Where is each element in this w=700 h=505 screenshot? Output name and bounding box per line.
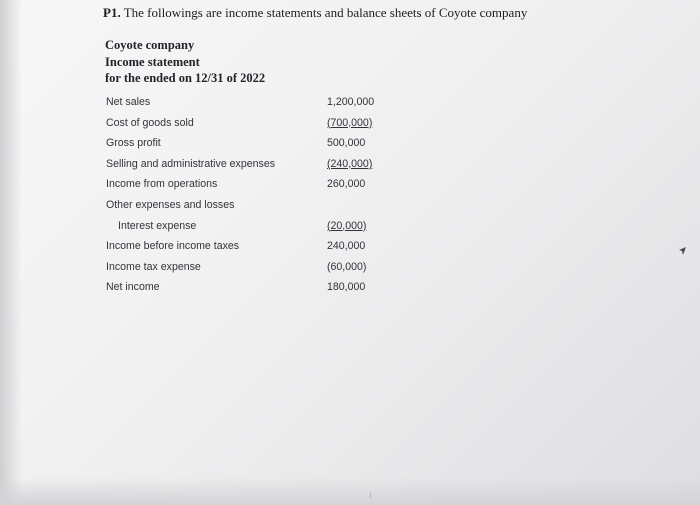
- row-selling-admin-expenses: [106, 156, 396, 177]
- row-other-expenses-losses: [106, 197, 396, 218]
- row-amount: 260,000: [327, 178, 366, 191]
- row-label: Other expenses and losses: [106, 198, 235, 211]
- row-income-before-taxes: [106, 238, 396, 259]
- row-cost-of-goods-sold: [106, 115, 396, 136]
- row-label: Income tax expense: [106, 260, 201, 273]
- row-income-from-operations: [106, 176, 396, 197]
- row-label: Net sales: [106, 96, 151, 108]
- row-amount: (700,000): [327, 116, 373, 129]
- row-income-tax-expense: [106, 259, 396, 280]
- problem-heading: [103, 5, 527, 21]
- row-net-sales: [106, 94, 396, 115]
- page-mark: [370, 492, 371, 498]
- problem-text: The followings are income statements and balance sheets of Coyote company: [123, 5, 528, 20]
- row-amount: 500,000: [327, 137, 366, 150]
- row-amount: 240,000: [327, 240, 366, 253]
- row-net-income: [106, 279, 396, 300]
- row-amount: 1,200,000: [327, 96, 375, 108]
- row-label: Gross profit: [106, 137, 161, 150]
- row-amount: 180,000: [327, 281, 366, 294]
- row-label: Interest expense: [118, 219, 197, 232]
- statement-period: for the ended on 12/31 of 2022: [105, 71, 266, 85]
- row-label: Income from operations: [106, 178, 218, 191]
- row-label: Cost of goods sold: [106, 116, 194, 129]
- row-gross-profit: [106, 135, 396, 156]
- row-amount: (20,000): [327, 219, 367, 232]
- statement-title: Income statement: [105, 54, 200, 69]
- problem-number: P1.: [103, 5, 121, 20]
- income-statement-table: [106, 94, 396, 300]
- company-name: Coyote company: [105, 38, 195, 52]
- row-interest-expense: [106, 218, 396, 239]
- statement-header: [105, 37, 265, 87]
- row-amount: (240,000): [327, 157, 373, 170]
- row-amount: (60,000): [327, 260, 367, 273]
- row-label: Income before income taxes: [106, 240, 240, 253]
- page-bottom-shadow: [0, 477, 700, 505]
- row-label: Net income: [106, 281, 160, 294]
- page-edge-shadow: [0, 0, 22, 505]
- row-label: Selling and administrative expenses: [106, 157, 276, 170]
